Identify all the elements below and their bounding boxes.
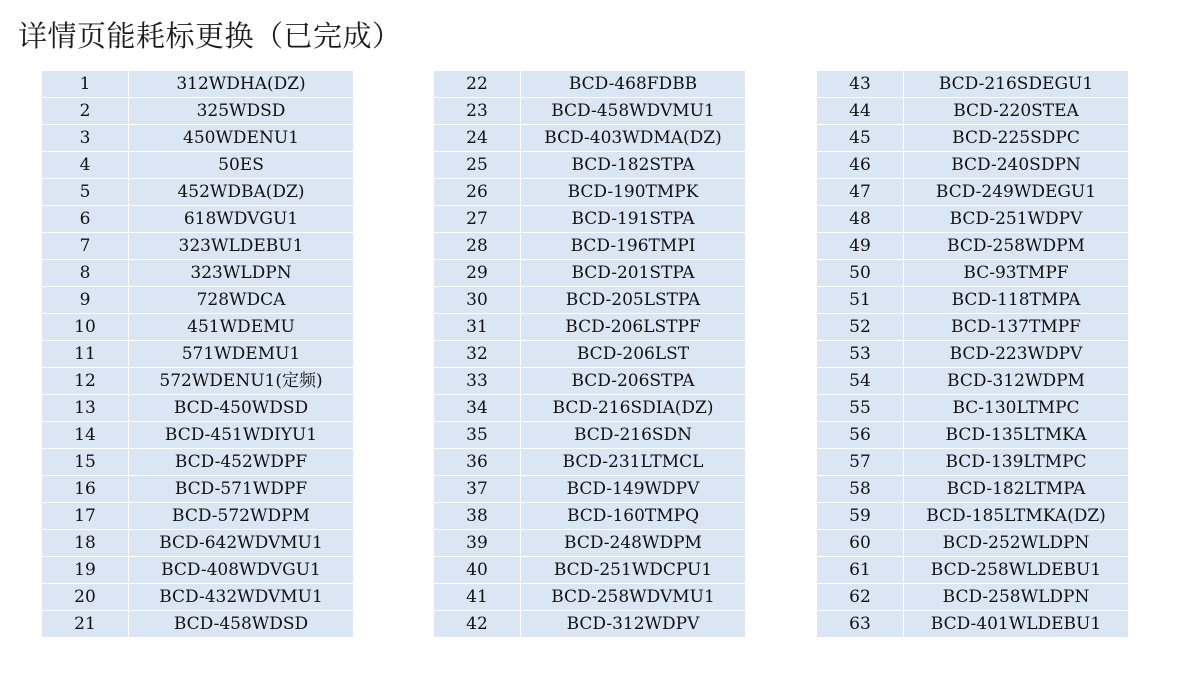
row-number-cell: 44	[817, 98, 904, 125]
model-cell: BCD-452WDPF	[129, 449, 353, 476]
row-number-cell: 52	[817, 314, 904, 341]
model-cell: BCD-642WDVMU1	[129, 530, 353, 557]
table-row	[817, 368, 1128, 395]
table-row	[817, 287, 1128, 314]
row-number-cell: 8	[42, 260, 129, 287]
model-cell: BCD-458WDSD	[173, 614, 309, 634]
model-cell: BC-93TMPF	[904, 260, 1128, 287]
table-row	[817, 395, 1128, 422]
model-cell: 572WDENU1(定频)	[129, 368, 353, 395]
row-number-cell: 26	[434, 179, 521, 206]
model-cell: BCD-216SDN	[521, 422, 745, 449]
model-cell: 323WLDEBU1	[129, 233, 353, 260]
model-table-1	[42, 71, 353, 637]
table-row	[42, 152, 353, 179]
row-number-cell: 18	[42, 530, 129, 557]
table-row	[434, 503, 745, 530]
table-row	[817, 71, 1128, 98]
table-row	[817, 98, 1128, 125]
row-number-cell: 14	[42, 422, 129, 449]
model-cell: 618WDVGU1	[129, 206, 353, 233]
table-row	[434, 206, 745, 233]
row-number-cell: 40	[434, 557, 521, 584]
model-cell: BCD-190TMPK	[521, 179, 745, 206]
row-number-cell: 17	[42, 503, 129, 530]
row-number-cell: 21	[42, 611, 129, 637]
row-number-cell: 30	[434, 287, 521, 314]
model-cell: 450WDENU1	[129, 125, 353, 152]
row-number-cell: 10	[42, 314, 129, 341]
model-cell: BCD-216SDIA(DZ)	[521, 395, 745, 422]
model-table-3	[817, 71, 1128, 637]
model-cell: BCD-312WDPM	[904, 368, 1128, 395]
model-cell: BCD-572WDPM	[129, 503, 353, 530]
row-number-cell: 43	[817, 71, 904, 98]
table-row	[817, 611, 1128, 637]
model-cell: BCD-139LTMPC	[904, 449, 1128, 476]
model-cell: 323WLDPN	[129, 260, 353, 287]
model-cell: BCD-216SDEGU1	[904, 71, 1128, 98]
model-cell: BCD-403WDMA(DZ)	[521, 125, 745, 152]
model-cell: 325WDSD	[129, 98, 353, 125]
row-number-cell: 61	[817, 557, 904, 584]
row-number-cell: 33	[434, 368, 521, 395]
model-cell: 50ES	[129, 152, 353, 179]
row-number-cell: 29	[434, 260, 521, 287]
table-row	[42, 206, 353, 233]
table-row	[42, 449, 353, 476]
table-row	[434, 287, 745, 314]
table-row	[434, 449, 745, 476]
model-cell: BCD-258WLDPN	[904, 584, 1128, 611]
model-cell: BCD-468FDBB	[521, 71, 745, 98]
model-cell: BCD-182STPA	[521, 152, 745, 179]
row-number-cell: 48	[817, 206, 904, 233]
table-row	[434, 98, 745, 125]
model-cell: BCD-401WLDEBU1	[930, 614, 1102, 634]
model-cell: 728WDCA	[129, 287, 353, 314]
row-number-cell: 57	[817, 449, 904, 476]
row-number-cell: 16	[42, 476, 129, 503]
row-number-cell: 32	[434, 341, 521, 368]
table-row	[434, 584, 745, 611]
table-row	[817, 449, 1128, 476]
table-row	[434, 611, 745, 637]
table-row	[817, 260, 1128, 287]
table-row	[434, 341, 745, 368]
model-cell: BCD-206LSTPF	[521, 314, 745, 341]
model-cell: BCD-118TMPA	[904, 287, 1128, 314]
model-cell: 571WDEMU1	[129, 341, 353, 368]
row-number-cell: 60	[817, 530, 904, 557]
row-number-cell: 37	[434, 476, 521, 503]
model-cell: BCD-135LTMKA	[904, 422, 1128, 449]
table-row	[817, 503, 1128, 530]
row-number-cell: 12	[42, 368, 129, 395]
row-number-cell: 56	[817, 422, 904, 449]
model-cell: BCD-182LTMPA	[904, 476, 1128, 503]
table-row	[42, 422, 353, 449]
table-row	[42, 287, 353, 314]
table-row	[817, 557, 1128, 584]
row-number-cell: 1	[42, 71, 129, 98]
table-row	[42, 233, 353, 260]
row-number-cell: 23	[434, 98, 521, 125]
row-number-cell: 54	[817, 368, 904, 395]
row-number-cell: 36	[434, 449, 521, 476]
page-title: 详情页能耗标更换（已完成）	[18, 19, 402, 53]
table-row	[817, 152, 1128, 179]
model-cell: BCD-258WLDEBU1	[904, 557, 1128, 584]
table-row	[817, 233, 1128, 260]
table-row	[817, 314, 1128, 341]
row-number-cell: 4	[42, 152, 129, 179]
row-number-cell: 7	[42, 233, 129, 260]
model-cell: BCD-225SDPC	[904, 125, 1128, 152]
model-cell: BCD-458WDVMU1	[521, 98, 745, 125]
row-number-cell: 15	[42, 449, 129, 476]
table-row	[42, 314, 353, 341]
model-cell: BCD-249WDEGU1	[904, 179, 1128, 206]
table-row	[434, 233, 745, 260]
table-row	[434, 152, 745, 179]
model-cell: BCD-258WDVMU1	[521, 584, 745, 611]
row-number-cell: 47	[817, 179, 904, 206]
model-cell: BCD-252WLDPN	[904, 530, 1128, 557]
row-number-cell: 39	[434, 530, 521, 557]
table-row	[817, 206, 1128, 233]
row-number-cell: 41	[434, 584, 521, 611]
table-row	[42, 584, 353, 611]
model-cell: BCD-149WDPV	[521, 476, 745, 503]
row-number-cell: 53	[817, 341, 904, 368]
model-cell: 451WDEMU	[129, 314, 353, 341]
model-cell: BCD-258WDPM	[904, 233, 1128, 260]
row-number-cell: 27	[434, 206, 521, 233]
table-row	[817, 584, 1128, 611]
row-number-cell: 6	[42, 206, 129, 233]
table-row	[42, 503, 353, 530]
table-row	[434, 557, 745, 584]
model-cell: BCD-251WDCPU1	[521, 557, 745, 584]
table-row	[434, 71, 745, 98]
table-row	[42, 395, 353, 422]
table-row	[434, 125, 745, 152]
model-cell: BCD-251WDPV	[904, 206, 1128, 233]
table-row	[434, 530, 745, 557]
row-number-cell: 20	[42, 584, 129, 611]
row-number-cell: 19	[42, 557, 129, 584]
model-cell: BCD-432WDVMU1	[129, 584, 353, 611]
table-row	[42, 98, 353, 125]
model-cell: BCD-160TMPQ	[521, 503, 745, 530]
row-number-cell: 63	[817, 611, 904, 637]
row-number-cell: 11	[42, 341, 129, 368]
model-cell: BC-130LTMPC	[904, 395, 1128, 422]
model-cell: BCD-220STEA	[904, 98, 1128, 125]
table-row	[434, 260, 745, 287]
table-row	[42, 476, 353, 503]
table-row	[434, 476, 745, 503]
table-row	[817, 422, 1128, 449]
table-row	[42, 260, 353, 287]
table-row	[434, 179, 745, 206]
table-row	[817, 179, 1128, 206]
table-row	[42, 368, 353, 395]
row-number-cell: 34	[434, 395, 521, 422]
row-number-cell: 46	[817, 152, 904, 179]
table-row	[434, 368, 745, 395]
model-table-2	[434, 71, 745, 637]
table-row	[817, 476, 1128, 503]
row-number-cell: 3	[42, 125, 129, 152]
row-number-cell: 9	[42, 287, 129, 314]
model-cell: BCD-408WDVGU1	[129, 557, 353, 584]
row-number-cell: 28	[434, 233, 521, 260]
table-row	[434, 422, 745, 449]
row-number-cell: 62	[817, 584, 904, 611]
row-number-cell: 31	[434, 314, 521, 341]
table-row	[434, 395, 745, 422]
table-row	[42, 341, 353, 368]
table-row	[42, 179, 353, 206]
model-cell: BCD-248WDPM	[521, 530, 745, 557]
row-number-cell: 38	[434, 503, 521, 530]
table-row	[42, 530, 353, 557]
row-number-cell: 25	[434, 152, 521, 179]
model-cell: BCD-451WDIYU1	[129, 422, 353, 449]
row-number-cell: 5	[42, 179, 129, 206]
model-cell: BCD-196TMPI	[521, 233, 745, 260]
row-number-cell: 59	[817, 503, 904, 530]
model-cell: BCD-185LTMKA(DZ)	[904, 503, 1128, 530]
table-row	[42, 611, 353, 637]
row-number-cell: 49	[817, 233, 904, 260]
table-row	[42, 125, 353, 152]
model-cell: BCD-206STPA	[521, 368, 745, 395]
row-number-cell: 2	[42, 98, 129, 125]
model-cell: BCD-450WDSD	[129, 395, 353, 422]
row-number-cell: 22	[434, 71, 521, 98]
model-cell: BCD-240SDPN	[904, 152, 1128, 179]
row-number-cell: 55	[817, 395, 904, 422]
table-row	[817, 530, 1128, 557]
table-row	[42, 557, 353, 584]
table-row	[434, 314, 745, 341]
row-number-cell: 42	[434, 611, 521, 637]
row-number-cell: 45	[817, 125, 904, 152]
row-number-cell: 24	[434, 125, 521, 152]
model-cell: BCD-231LTMCL	[521, 449, 745, 476]
table-row	[42, 71, 353, 98]
table-row	[817, 125, 1128, 152]
row-number-cell: 58	[817, 476, 904, 503]
model-cell: BCD-201STPA	[521, 260, 745, 287]
model-cell: BCD-223WDPV	[904, 341, 1128, 368]
model-cell: BCD-206LST	[521, 341, 745, 368]
row-number-cell: 13	[42, 395, 129, 422]
model-cell: BCD-191STPA	[521, 206, 745, 233]
table-row	[817, 341, 1128, 368]
model-cell: BCD-205LSTPA	[521, 287, 745, 314]
model-cell: 452WDBA(DZ)	[129, 179, 353, 206]
model-cell: BCD-312WDPV	[566, 614, 700, 634]
model-cell: 312WDHA(DZ)	[129, 71, 353, 98]
row-number-cell: 35	[434, 422, 521, 449]
model-cell: BCD-137TMPF	[904, 314, 1128, 341]
row-number-cell: 51	[817, 287, 904, 314]
row-number-cell: 50	[817, 260, 904, 287]
model-cell: BCD-571WDPF	[129, 476, 353, 503]
